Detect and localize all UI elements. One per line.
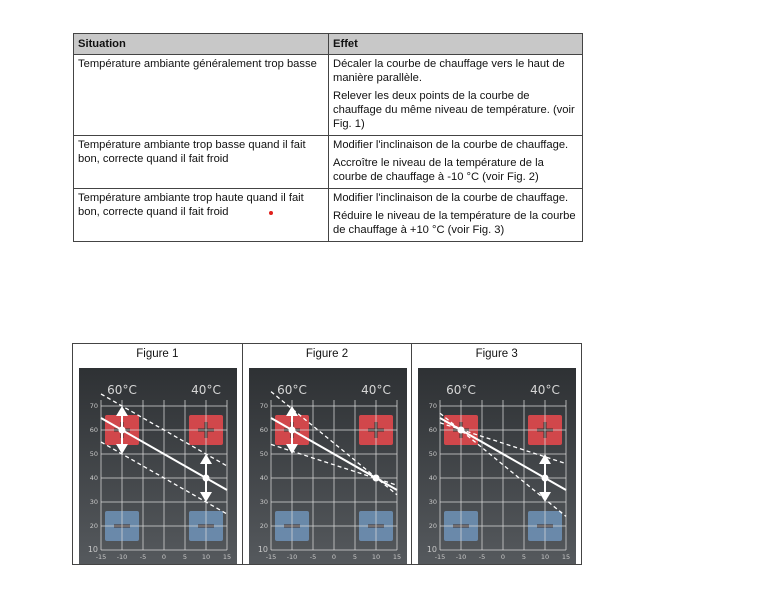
- figure-3-chart: [418, 368, 576, 564]
- x-tick-label: -15: [95, 553, 107, 561]
- y-tick-label: 30: [259, 498, 268, 506]
- x-tick-label: 10: [201, 553, 211, 561]
- situation-cell: Température ambiante trop basse quand il fait bon, correcte quand il fait froid: [74, 136, 329, 189]
- x-tick-label: 5: [522, 553, 527, 561]
- y-tick-label: 10: [257, 545, 268, 554]
- x-tick-label: 5: [352, 553, 357, 561]
- y-tick-label: 50: [259, 450, 268, 458]
- table-row: [74, 189, 583, 242]
- corner-label: 40°C: [530, 383, 561, 397]
- y-tick-label: 70: [429, 402, 438, 410]
- y-tick-label: 40: [89, 474, 98, 482]
- x-tick-label: 15: [392, 553, 401, 561]
- y-tick-label: 10: [87, 545, 98, 554]
- table-row: [74, 55, 583, 136]
- y-tick-label: 70: [259, 402, 268, 410]
- situation-cell: Température ambiante trop haute quand il fait bon, correcte quand il fait froid: [74, 189, 329, 242]
- x-tick-label: 10: [541, 553, 550, 561]
- curve-point: [458, 427, 465, 434]
- figures-table: [72, 343, 582, 565]
- table-header-row: [74, 34, 583, 55]
- y-tick-label: 60: [89, 426, 98, 434]
- x-tick-label: -5: [479, 553, 486, 561]
- figure-title: Figure 2: [305, 348, 349, 360]
- corner-label: 60°C: [276, 383, 307, 397]
- y-tick-label: 20: [259, 522, 268, 530]
- table-row: [74, 136, 583, 189]
- figure-2-cell: [243, 344, 413, 564]
- figure-title: Figure 1: [136, 348, 179, 360]
- corner-label: 40°C: [360, 383, 391, 397]
- x-tick-label: 15: [562, 553, 571, 561]
- y-tick-label: 30: [89, 498, 98, 506]
- x-tick-label: -10: [286, 553, 297, 561]
- y-tick-label: 60: [259, 426, 268, 434]
- x-tick-label: 0: [161, 553, 167, 561]
- y-tick-label: 20: [89, 522, 98, 530]
- curve-point: [203, 475, 210, 482]
- situation-cell: Température ambiante généralement trop basse: [74, 55, 329, 136]
- x-tick-label: 10: [371, 553, 380, 561]
- x-tick-label: -15: [435, 553, 446, 561]
- effet-line: Accroître le niveau de la température de la courbe de chauffage à -10 °C (voir Fig. 2): [333, 157, 544, 183]
- figure-1-cell: [73, 344, 243, 564]
- x-tick-label: -15: [265, 553, 276, 561]
- effet-line: Décaler la courbe de chauffage vers le haut de manière parallèle.: [333, 58, 565, 84]
- y-tick-label: 70: [89, 402, 98, 410]
- header-situation: Situation: [74, 34, 329, 55]
- curve-point: [119, 427, 126, 434]
- effet-cell: [329, 189, 583, 242]
- figure-title: Figure 3: [475, 348, 518, 360]
- curve-point: [288, 427, 295, 434]
- x-tick-label: -5: [139, 553, 147, 561]
- y-tick-label: 40: [259, 474, 268, 482]
- x-tick-label: -10: [116, 553, 128, 561]
- corner-label: 60°C: [446, 383, 477, 397]
- corner-label: 40°C: [191, 383, 221, 397]
- corner-label: 60°C: [107, 383, 137, 397]
- x-tick-label: 5: [182, 553, 188, 561]
- curve-point: [542, 475, 549, 482]
- y-tick-label: 40: [429, 474, 438, 482]
- figure-3-cell: [412, 344, 581, 564]
- x-tick-label: 0: [501, 553, 506, 561]
- effet-cell: [329, 136, 583, 189]
- effet-line: Modifier l'inclinaison de la courbe de chauffage.: [333, 139, 569, 151]
- effet-cell: [329, 55, 583, 136]
- header-effet: Effet: [329, 34, 583, 55]
- y-tick-label: 30: [429, 498, 438, 506]
- curve-point: [372, 475, 379, 482]
- y-tick-label: 50: [89, 450, 98, 458]
- effet-line: Relever les deux points de la courbe de chauffage du même niveau de température. (voir Fig. 1): [333, 90, 575, 130]
- figure-1-chart: [79, 368, 237, 564]
- y-tick-label: 60: [429, 426, 438, 434]
- red-marker-dot: [269, 211, 273, 215]
- figure-2-chart: [249, 368, 407, 564]
- y-tick-label: 20: [429, 522, 438, 530]
- effet-line: Réduire le niveau de la température de la courbe de chauffage à +10 °C (voir Fig. 3): [333, 210, 576, 236]
- y-tick-label: 10: [427, 545, 438, 554]
- y-tick-label: 50: [429, 450, 438, 458]
- x-tick-label: 15: [222, 553, 232, 561]
- effet-line: Modifier l'inclinaison de la courbe de chauffage.: [333, 192, 569, 204]
- x-tick-label: 0: [331, 553, 336, 561]
- situation-table: [73, 33, 583, 242]
- x-tick-label: -5: [309, 553, 316, 561]
- x-tick-label: -10: [456, 553, 467, 561]
